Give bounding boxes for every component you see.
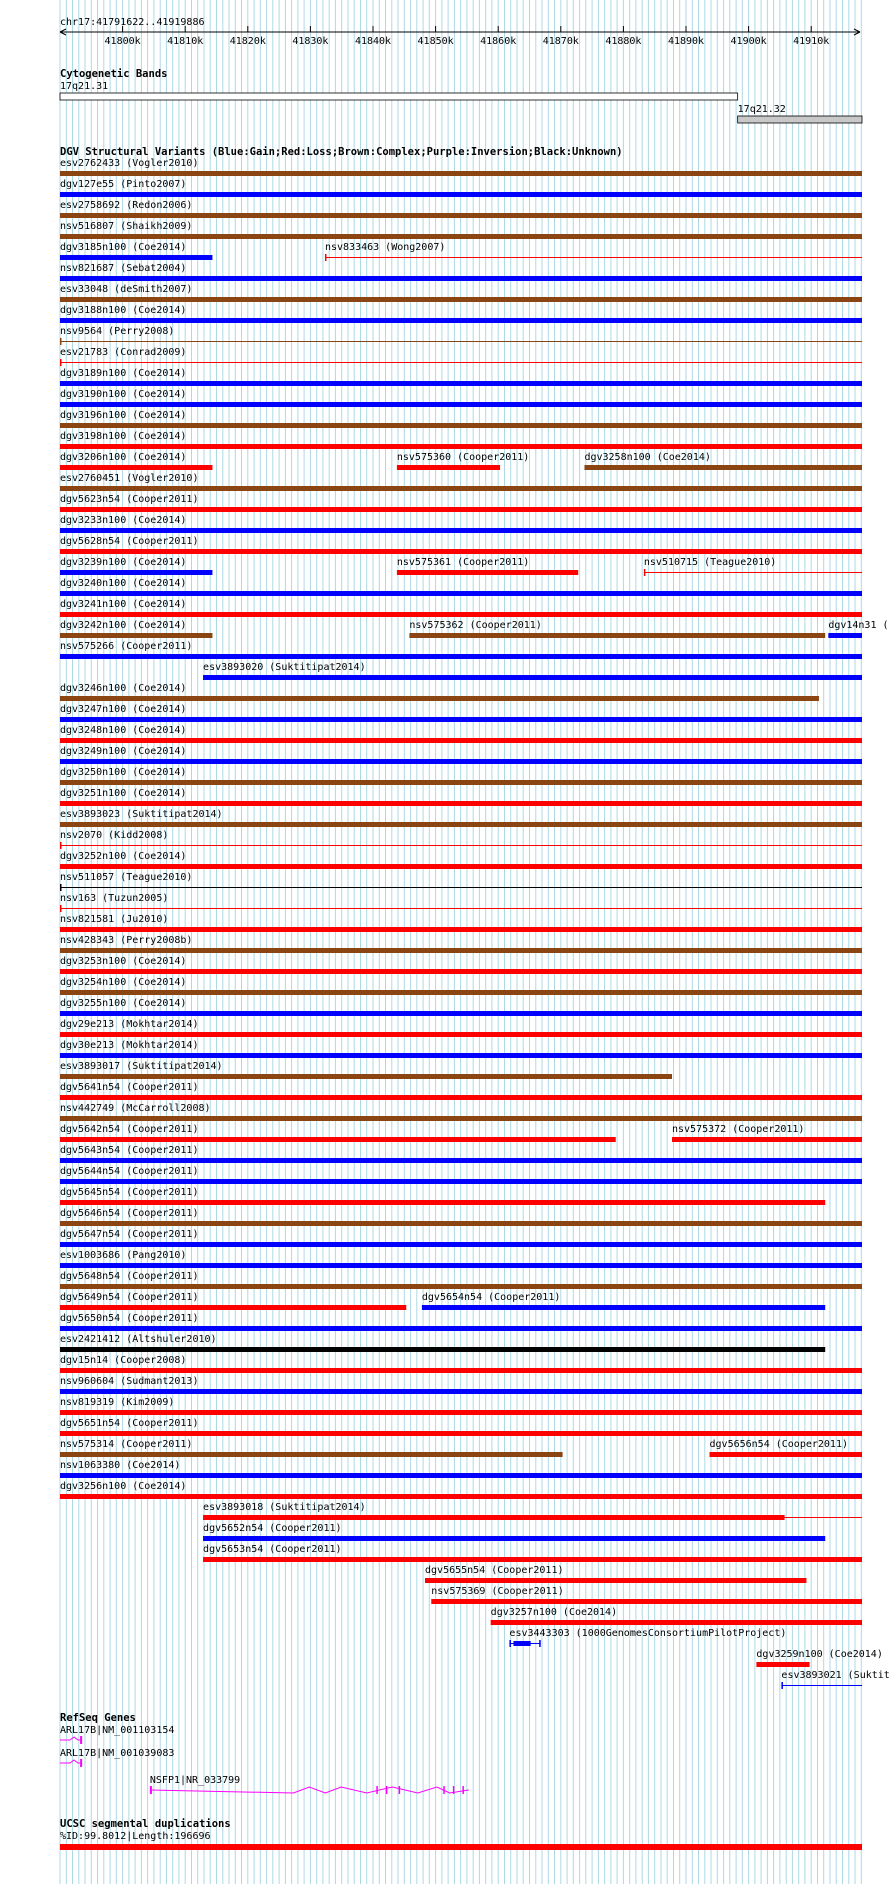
- variant-label: dgv3242n100 (Coe2014): [60, 620, 187, 631]
- variant-start-tick: [644, 569, 646, 576]
- variant-start-tick: [781, 1682, 783, 1689]
- variant-label: dgv3255n100 (Coe2014): [60, 998, 187, 1009]
- variant-label: dgv3241n100 (Coe2014): [60, 599, 187, 610]
- variant-label: esv2758692 (Redon2006): [60, 200, 193, 211]
- variant-label: nsv575362 (Cooper2011): [409, 620, 542, 631]
- variant-bar: [60, 192, 862, 197]
- variant-bar: [60, 990, 862, 995]
- variant-bar: [425, 1578, 806, 1583]
- variant-bar: [60, 276, 862, 281]
- variant-label: dgv15n14 (Cooper2008): [60, 1355, 187, 1366]
- gene-exon: [386, 1786, 388, 1794]
- variant-line: [60, 845, 862, 846]
- variant-bar: [60, 1494, 862, 1499]
- variant-bar: [60, 759, 862, 764]
- ruler-tick-label: 41910k: [793, 36, 830, 47]
- variant-bar: [60, 801, 862, 806]
- variant-label: nsv575360 (Cooper2011): [396, 452, 530, 463]
- variant-label: esv3893018 (Suktitipat2014): [203, 1502, 366, 1513]
- variant-label: dgv5645n54 (Cooper2011): [60, 1187, 199, 1198]
- variant-label: esv2762433 (Vogler2010): [60, 158, 199, 169]
- variant-label: dgv5641n54 (Cooper2011): [60, 1082, 199, 1093]
- variant-label: dgv5647n54 (Cooper2011): [60, 1229, 199, 1240]
- variant-bar: [60, 402, 862, 407]
- variant-line: [60, 908, 862, 909]
- ruler-tick-label: 41880k: [605, 36, 642, 47]
- variant-bar: [409, 633, 825, 638]
- variant-label: dgv5656n54 (Cooper2011): [709, 1439, 849, 1450]
- ruler-tick-label: 41900k: [730, 36, 767, 47]
- ruler-tick-label: 41890k: [667, 36, 705, 47]
- segdup-track-title: UCSC segmental duplications: [60, 1818, 231, 1830]
- variant-label: dgv3206n100 (Coe2014): [60, 452, 187, 463]
- gene-label: ARL17B|NM_001039083: [60, 1748, 175, 1759]
- variant-bar: [828, 633, 862, 638]
- segdup-bar: [60, 1844, 862, 1850]
- variant-label: dgv5648n54 (Cooper2011): [60, 1271, 199, 1282]
- variant-bar: [60, 1263, 862, 1268]
- variant-label: esv2421412 (Altshuler2010): [60, 1334, 217, 1345]
- variant-label: dgv5651n54 (Cooper2011): [60, 1418, 199, 1429]
- variant-label: nsv575372 (Cooper2011): [672, 1124, 805, 1135]
- variant-bar: [60, 171, 862, 176]
- variant-label: esv33048 (deSmith2007): [60, 284, 193, 295]
- variant-label: dgv3256n100 (Coe2014): [60, 1481, 187, 1492]
- variant-label: dgv14n31 (: [828, 620, 889, 631]
- variant-line: [785, 1517, 862, 1518]
- gene-label: NSFP1|NR_033799: [149, 1775, 241, 1786]
- variant-label: esv3893020 (Suktitipat2014): [203, 662, 366, 673]
- variant-label: dgv3257n100 (Coe2014): [490, 1607, 618, 1618]
- variant-label: dgv3188n100 (Coe2014): [60, 305, 187, 316]
- gene-exon: [376, 1786, 378, 1794]
- variant-bar: [60, 507, 862, 512]
- variant-bar: [60, 1368, 862, 1373]
- variant-bar: [60, 1158, 862, 1163]
- variant-line: [325, 257, 862, 258]
- variant-label: nsv511057 (Teague2010): [60, 872, 193, 883]
- variant-bar: [60, 591, 862, 596]
- variant-bar: [60, 1326, 862, 1331]
- ruler-tick-label: 41820k: [229, 36, 266, 47]
- variant-bar: [60, 423, 862, 428]
- variant-label: dgv5649n54 (Cooper2011): [60, 1292, 199, 1303]
- refseq-genes-track: [60, 1712, 469, 1794]
- variant-line: [644, 572, 862, 573]
- ruler-ticks: [60, 26, 860, 47]
- variant-label: nsv516807 (Shaikh2009): [60, 221, 193, 232]
- variant-bar: [60, 1095, 862, 1100]
- variant-label: nsv821687 (Sebat2004): [60, 263, 187, 274]
- gene-exon: [462, 1786, 464, 1794]
- variant-label: nsv819319 (Kim2009): [60, 1397, 175, 1408]
- variant-label: dgv3196n100 (Coe2014): [60, 410, 187, 421]
- variant-bar: [60, 1410, 862, 1415]
- variant-label: dgv3233n100 (Coe2014): [60, 515, 187, 526]
- variant-bar: [397, 570, 578, 575]
- variant-line: [60, 341, 862, 342]
- variant-bar: [60, 1347, 825, 1352]
- variant-bar: [60, 381, 862, 386]
- variant-label: nsv510715 (Teague2010): [643, 557, 777, 568]
- variant-label: dgv3189n100 (Coe2014): [60, 368, 187, 379]
- variant-block: [513, 1641, 530, 1646]
- variant-label: nsv442749 (McCarroll2008): [60, 1103, 211, 1114]
- variant-label: nsv163 (Tuzun2005): [60, 893, 169, 904]
- variant-bar: [60, 780, 862, 785]
- variant-bar: [60, 1032, 862, 1037]
- variant-label: dgv5653n54 (Cooper2011): [203, 1544, 342, 1555]
- variant-end-tick: [539, 1640, 541, 1647]
- variant-label: esv3443303 (1000GenomesConsortiumPilotProject): [509, 1628, 787, 1639]
- variant-bar: [60, 465, 212, 470]
- variant-label: dgv5628n54 (Cooper2011): [60, 536, 199, 547]
- variant-bar: [431, 1599, 862, 1604]
- variant-start-tick: [60, 842, 62, 849]
- variant-bar: [60, 1074, 672, 1079]
- variant-bar: [672, 1137, 862, 1142]
- variant-bar: [397, 465, 500, 470]
- variant-bar: [60, 297, 862, 302]
- variant-bar: [60, 1452, 563, 1457]
- variant-bar: [60, 717, 862, 722]
- refseq-track-title: RefSeq Genes: [60, 1712, 136, 1724]
- variant-label: nsv575369 (Cooper2011): [431, 1586, 564, 1597]
- variant-bar: [203, 1536, 825, 1541]
- variant-label: dgv5623n54 (Cooper2011): [60, 494, 199, 505]
- variant-bar: [60, 612, 862, 617]
- variant-label: dgv5650n54 (Cooper2011): [60, 1313, 199, 1324]
- variant-start-tick: [60, 359, 62, 366]
- variant-bar: [60, 234, 862, 239]
- variant-label: dgv3246n100 (Coe2014): [60, 683, 187, 694]
- variant-label: dgv3254n100 (Coe2014): [60, 977, 187, 988]
- variant-label: dgv3250n100 (Coe2014): [60, 767, 187, 778]
- gene-exon: [443, 1786, 445, 1794]
- gene-exon: [399, 1786, 401, 1794]
- dgv-features: [60, 158, 890, 1689]
- variant-label: esv3893021 (Suktit: [781, 1670, 890, 1681]
- variant-label: dgv3253n100 (Coe2014): [60, 956, 187, 967]
- variant-label: dgv5646n54 (Cooper2011): [60, 1208, 199, 1219]
- variant-bar: [60, 444, 862, 449]
- variant-bar: [60, 1053, 862, 1058]
- variant-bar: [422, 1305, 825, 1310]
- variant-label: nsv428343 (Perry2008b): [60, 935, 193, 946]
- variant-line: [60, 887, 862, 888]
- variant-bar: [60, 654, 862, 659]
- variant-line: [60, 362, 862, 363]
- variant-bar: [203, 1557, 862, 1562]
- variant-label: esv3893017 (Suktitipat2014): [60, 1061, 223, 1072]
- variant-label: dgv3185n100 (Coe2014): [60, 242, 187, 253]
- variant-bar: [60, 1284, 862, 1289]
- ruler-tick-label: 41860k: [480, 36, 517, 47]
- variant-label: nsv575314 (Cooper2011): [60, 1439, 193, 1450]
- variant-label: esv2760451 (Vogler2010): [60, 473, 199, 484]
- variant-bar: [60, 1200, 825, 1205]
- gene-label: ARL17B|NM_001103154: [60, 1725, 175, 1736]
- variant-bar: [491, 1620, 862, 1625]
- variant-label: dgv3248n100 (Coe2014): [60, 725, 187, 736]
- variant-label: dgv3259n100 (Coe2014): [756, 1649, 883, 1660]
- variant-bar: [60, 738, 862, 743]
- ruler-tick-label: 41870k: [542, 36, 579, 47]
- variant-bar: [60, 255, 212, 260]
- ruler-tick-label: 41810k: [167, 36, 204, 47]
- cytoband-bar: [738, 116, 862, 123]
- variant-label: dgv5642n54 (Cooper2011): [60, 1124, 199, 1135]
- variant-bar: [60, 318, 862, 323]
- ruler-tick-label: 41850k: [417, 36, 454, 47]
- variant-bar: [60, 1179, 862, 1184]
- variant-bar: [60, 1137, 616, 1142]
- variant-bar: [60, 570, 212, 575]
- variant-label: dgv127e55 (Pinto2007): [60, 179, 187, 190]
- gene-model: [60, 1760, 81, 1763]
- ruler-tick-label: 41840k: [354, 36, 392, 47]
- ruler-track: [60, 17, 860, 47]
- gene-exon: [453, 1786, 455, 1794]
- ruler-tick-label: 41830k: [292, 36, 329, 47]
- variant-bar: [60, 486, 862, 491]
- variant-label: nsv960604 (Sudmant2013): [60, 1376, 199, 1387]
- cytoband-label: 17q21.31: [60, 81, 109, 92]
- variant-label: dgv5654n54 (Cooper2011): [421, 1292, 561, 1303]
- variant-bar: [60, 633, 212, 638]
- gene-model: [60, 1737, 81, 1740]
- variant-bar: [60, 1305, 406, 1310]
- dgv-track-title: DGV Structural Variants (Blue:Gain;Red:Loss;Brown:Complex;Purple:Inversion;Black:Unknown): [60, 146, 623, 158]
- cytoband-bar: [60, 93, 738, 100]
- variant-bar: [60, 1242, 862, 1247]
- variant-bar: [60, 927, 862, 932]
- variant-bar: [60, 1473, 862, 1478]
- ruler-tick-label: 41800k: [104, 36, 141, 47]
- ruler-region-label: chr17:41791622..41919886: [60, 17, 205, 28]
- variant-label: nsv575361 (Cooper2011): [396, 557, 530, 568]
- variant-start-tick: [325, 254, 327, 261]
- variant-bar: [60, 1011, 862, 1016]
- variant-label: dgv3239n100 (Coe2014): [60, 557, 187, 568]
- variant-start-tick: [509, 1640, 511, 1647]
- variant-bar: [60, 1116, 862, 1121]
- variant-bar: [60, 1431, 862, 1436]
- variant-label: dgv29e213 (Mokhtar2014): [60, 1019, 199, 1030]
- variant-bar: [60, 864, 862, 869]
- variant-label: nsv2070 (Kidd2008): [60, 830, 169, 841]
- variant-start-tick: [60, 884, 62, 891]
- dgv-structural-variants-track: [60, 146, 890, 1689]
- gene-exon: [80, 1759, 82, 1767]
- variant-label: dgv3251n100 (Coe2014): [60, 788, 187, 799]
- variant-label: dgv3198n100 (Coe2014): [60, 431, 187, 442]
- variant-bar: [710, 1452, 862, 1457]
- variant-label: dgv3247n100 (Coe2014): [60, 704, 187, 715]
- variant-bar: [60, 528, 862, 533]
- variant-label: nsv9564 (Perry2008): [60, 326, 175, 337]
- variant-bar: [60, 969, 862, 974]
- variant-bar: [60, 822, 862, 827]
- segdup-label: %ID:99.8012|Length:196696: [60, 1831, 211, 1842]
- cytogenetic-bands-title: Cytogenetic Bands: [60, 68, 168, 80]
- refseq-features: [60, 1725, 469, 1794]
- variant-bar: [203, 675, 862, 680]
- variant-bar: [60, 213, 862, 218]
- cytoband-label: 17q21.32: [737, 104, 786, 115]
- variant-label: dgv5655n54 (Cooper2011): [425, 1565, 564, 1576]
- variant-label: nsv833463 (Wong2007): [324, 242, 446, 253]
- variant-bar: [203, 1515, 785, 1520]
- variant-label: nsv575266 (Cooper2011): [60, 641, 193, 652]
- variant-label: dgv3240n100 (Coe2014): [60, 578, 187, 589]
- variant-start-tick: [60, 338, 62, 345]
- variant-label: dgv3252n100 (Coe2014): [60, 851, 187, 862]
- variant-bar: [60, 1221, 862, 1226]
- variant-bar: [60, 948, 862, 953]
- variant-label: dgv5652n54 (Cooper2011): [203, 1523, 342, 1534]
- variant-label: dgv3190n100 (Coe2014): [60, 389, 187, 400]
- variant-label: esv3893023 (Suktitipat2014): [60, 809, 223, 820]
- variant-label: dgv3258n100 (Coe2014): [584, 452, 711, 463]
- gene-exon: [80, 1736, 82, 1744]
- variant-label: dgv5644n54 (Cooper2011): [60, 1166, 199, 1177]
- variant-label: dgv3249n100 (Coe2014): [60, 746, 187, 757]
- variant-label: nsv821581 (Ju2010): [60, 914, 169, 925]
- variant-bar: [584, 465, 862, 470]
- variant-bar: [60, 1389, 862, 1394]
- variant-line: [781, 1685, 862, 1686]
- variant-label: esv1003686 (Pang2010): [60, 1250, 187, 1261]
- variant-label: esv21783 (Conrad2009): [60, 347, 187, 358]
- variant-label: dgv5643n54 (Cooper2011): [60, 1145, 199, 1156]
- variant-bar: [756, 1662, 809, 1667]
- variant-label: nsv1063380 (Coe2014): [60, 1460, 181, 1471]
- variant-start-tick: [60, 905, 62, 912]
- variant-bar: [60, 696, 819, 701]
- variant-label: dgv30e213 (Mokhtar2014): [60, 1040, 199, 1051]
- variant-bar: [60, 549, 862, 554]
